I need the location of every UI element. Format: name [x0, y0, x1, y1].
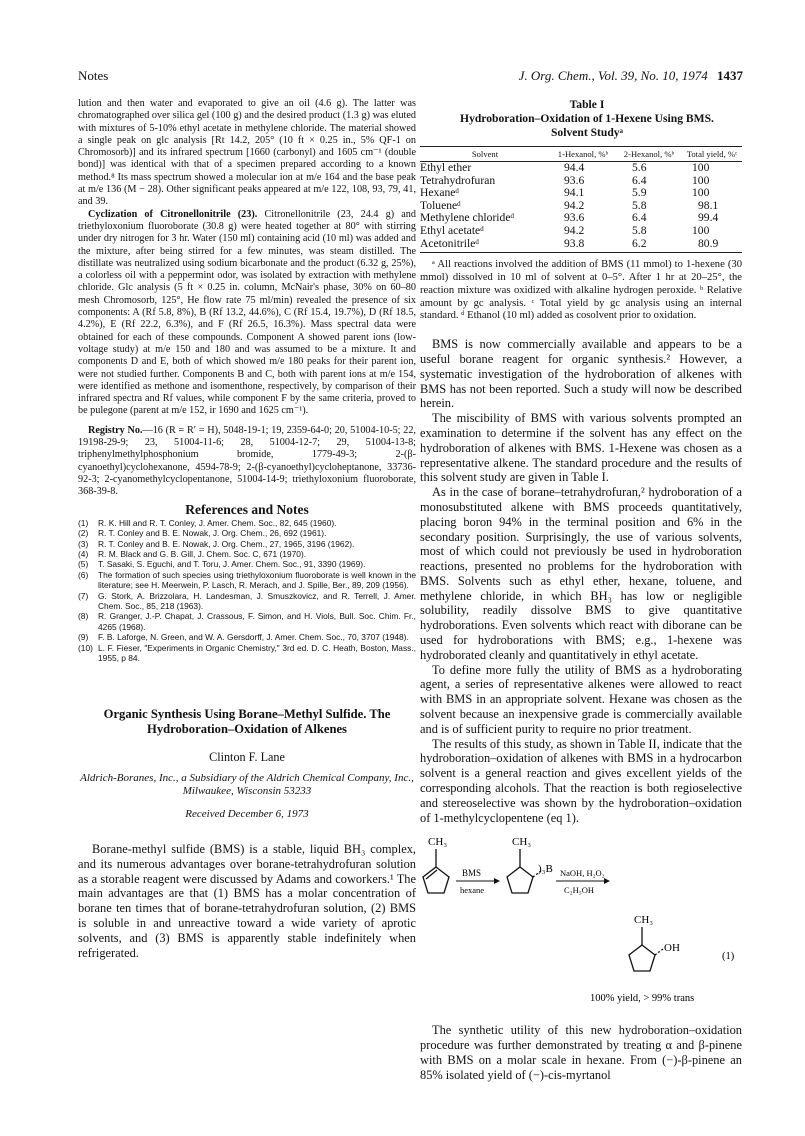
- table-row: [420, 238, 742, 253]
- table-caption-line: Solvent Studyᵃ: [550, 126, 623, 139]
- table-cell: 94.2: [564, 198, 585, 212]
- running-header-section: Notes: [78, 68, 109, 83]
- cyclization-heading: Cyclization of Citronellonitrile (23).: [88, 208, 258, 220]
- reagent-bms: BMS: [462, 868, 482, 879]
- body-paragraph: The results of this study, as shown in Table II, indicate that the hydroboration–oxidation of alkenes with BMS in a hydrocarbon solvent is a general reaction and gives excellent yields of the corresponding alcohols. That the reaction is both regioselective and stereoselective was shown by the hydroboration–oxidation of 1-methylcyclopentene (eq 1).: [420, 736, 742, 825]
- reference-text: L. F. Fieser, "Experiments in Organic Chemistry," 3rd ed. D. C. Heath, Boston, Mass., 1955, p 84.: [98, 642, 416, 664]
- table-cell: 93.6: [564, 173, 585, 187]
- arrowhead-1: [494, 878, 500, 884]
- table-cell: 6.4: [632, 211, 647, 225]
- reference-number: (8): [78, 611, 89, 622]
- table-cell: 100: [692, 223, 710, 237]
- table-cell: 6.4: [632, 173, 647, 187]
- table-cell: Tolueneᵈ: [420, 198, 461, 212]
- reference-text: R. T. Conley and B. E. Nowak, J. Org. Chem., 26, 692 (1961).: [98, 528, 327, 539]
- table-cell: 5.8: [632, 198, 647, 212]
- methyl-label-1: CH₃: [428, 836, 448, 849]
- registry-text: —16 (R = R′ = H), 5048-19-1; 19, 2359-64-0; 20, 51004-10-5; 22, 19198-29-9; 23, 51004-11-6; 28, 51004-12-7; 29, 51004-13-8; triphenylmethylphosphonium bromide, 1779-49-3; 2-(β-cyanoethyl)cyclohexanone, 4594-78-9; 2-(β-cyanoethyl)cycloheptanone, 33736-92-3; 2-cyanomethylcyclopentanone, 51004-14-9; triethyloxonium fluoroborate, 368-39-8.: [78, 424, 416, 498]
- table-cell: 98.1: [698, 198, 719, 212]
- oxidation-reagents: NaOH, H₂O₂: [560, 868, 605, 879]
- table-row: [420, 225, 742, 238]
- reference-item: [78, 570, 416, 591]
- solvent-hexane: hexane: [460, 885, 485, 896]
- table-row: [420, 187, 742, 200]
- journal-citation: J. Org. Chem., Vol. 39, No. 10, 1974: [518, 68, 708, 83]
- references-list: [78, 518, 416, 664]
- reference-item: [78, 539, 416, 549]
- reference-item: [78, 528, 416, 538]
- table-cell: Methylene chlorideᵈ: [420, 211, 515, 225]
- registry-paragraph: [78, 425, 416, 499]
- scheme-caption: 100% yield, > 99% trans: [590, 993, 695, 1005]
- boron-label: )₃B: [538, 863, 553, 876]
- page-number: 1437: [717, 68, 743, 83]
- reference-text: R. M. Black and G. B. Gill, J. Chem. Soc. C, 671 (1970).: [98, 549, 307, 560]
- author-name: Clinton F. Lane: [209, 750, 285, 765]
- table-caption-line: Hydroboration–Oxidation of 1-Hexene Using BMS.: [460, 112, 714, 125]
- reference-number: (1): [78, 517, 89, 528]
- table-cell: 6.2: [616, 238, 682, 253]
- experimental-paragraph: lution and then water and evaporated to give an oil (4.6 g). The latter was chromatographed over silica gel (100 g) and the desired product (1.3 g) was eluted with mixtures of 5-10% ethyl acetate in methylene chloride. The material showed a single peak on glc analysis [Rt 14.2, 205° (10 ft × 0.25 in., 5% QF-1 on Chromosorb)] and its infrared spectrum [1660 (carbonyl) and 1605 cm⁻¹ (double bond)] was identical with that of a specimen prepared according to a known method.⁸ Its mass spectrum showed a molecular ion at m/e 164 and the base peak at m/e 136 (M − 28). Other significant peaks appeared at m/e 122, 108, 93, 79, 41, and 39.: [78, 98, 416, 208]
- methylcyclopentene-structure: [423, 849, 449, 893]
- reference-number: (9): [78, 632, 89, 643]
- table-label: Table I: [569, 98, 605, 111]
- table-cell: 5.9: [632, 186, 647, 200]
- registry-heading: Registry No.: [88, 424, 143, 436]
- main-text: [420, 337, 742, 825]
- reference-number: (6): [78, 569, 89, 580]
- body-paragraph-final: The synthetic utility of this new hydroboration–oxidation procedure was further demonstrated by treating α and β-pinene with BMS on a molar scale in hexane. From (−)-β-pinene an 85% isolated yield of (−)-cis-myrtanol: [420, 1023, 742, 1082]
- reference-number: (4): [78, 549, 89, 560]
- arrowhead-2: [604, 878, 610, 884]
- reference-item: [78, 611, 416, 632]
- table-cell: 100: [692, 161, 710, 174]
- table-cell: 5.8: [632, 223, 647, 237]
- right-column: [420, 98, 742, 1083]
- reference-text: R. Granger, J.-P. Chapat, J. Crassous, F. Simon, and H. Viols, Bull. Soc. Chim. Fr., 4265 (1968).: [98, 611, 416, 632]
- received-date: Received December 6, 1973: [185, 807, 309, 820]
- reference-item: [78, 643, 416, 664]
- reference-text: G. Stork, A. Brizzolara, H. Landesman, J. Smuszkovicz, and R. Terrell, J. Amer. Chem. Soc., 85, 218 (1963).: [98, 590, 416, 612]
- table-cell: 94.2: [564, 223, 585, 237]
- reference-text: The formation of such species using triethyloxonium fluoroborate is well known in the literature; see H. Meerwein, P. Lasch, R. Merach, and J. Spille, Ber., 89, 209 (1956).: [98, 569, 416, 591]
- reference-item: [78, 549, 416, 559]
- reference-item: [78, 518, 416, 528]
- cyclization-paragraph: [78, 209, 416, 418]
- table-cell: Acetonitrileᵈ: [420, 238, 550, 253]
- table-cell: 5.6: [632, 161, 647, 174]
- reference-number: (10): [78, 642, 93, 653]
- column-header: Solvent: [420, 147, 550, 162]
- introduction-paragraph: Borane-methyl sulfide (BMS) is a stable, liquid BH₃ complex, and its numerous advantages over borane-tetrahydrofuran solution as a storable reagent were discussed by Adams and coworkers.¹ The main advantages are that (1) BMS has a molar concentration of borane ten times that of borane-tetrahydrofuran solution, (2) BMS is soluble in and unreactive toward a wide variety of aprotic solvents, and (3) BMS is apparently stable indefinitely when refrigerated.: [78, 842, 416, 960]
- reaction-scheme-drawing: [420, 833, 742, 1009]
- hydroxyl-label: OH: [664, 942, 680, 955]
- running-header-journal: [519, 68, 743, 84]
- table-cell: Ethyl ether: [420, 161, 472, 174]
- table-row: [420, 162, 742, 175]
- body-paragraph: BMS is now commercially available and appears to be a useful borane reagent for organic synthesis.² However, a systematic investigation of the hydroboration of alkenes with BMS has not been reported. Such a study will now be described herein.: [420, 337, 742, 411]
- reference-item: [78, 632, 416, 642]
- reference-number: (5): [78, 559, 89, 570]
- reference-number: (7): [78, 590, 89, 601]
- table-header-row: [420, 147, 742, 162]
- column-header: 2-Hexanol, %ᵇ: [616, 147, 682, 162]
- table-title: [432, 98, 742, 140]
- body-paragraph: To define more fully the utility of BMS as a hydroborating agent, a series of representative alkenes were allowed to react with BMS in an appropriate solvent. Hexane was chosen as the solvent because an inexpensive grade is commercially available and is of sufficient purity to require no prior treatment.: [420, 662, 742, 736]
- table-cell: 99.4: [698, 211, 719, 225]
- body-paragraph: As in the case of borane–tetrahydrofuran,² hydroboration of a monosubstituted alkene with BMS proceeds quantitatively, placing boron 94% in the terminal position and 6% in the secondary position. Surprisingly, the use of various solvents, most of which could not previously be used in hydroboration reactions, presented no problems for the hydroboration with BMS. Solvents such as ethyl ether, hexane, toluene, and methylene chloride, in which BH₃ has low or negligible solubility, readily dissolve BMS to give quantitative hydroborations. Even solvents which react with diborane can be used for hydroborations with BMS; e.g., 1-hexene was hydroborated cleanly and quantitatively in ethyl acetate.: [420, 485, 742, 662]
- table-cell: 100: [692, 173, 710, 187]
- table-cell: 94.4: [564, 161, 585, 174]
- reference-text: R. T. Conley and B. E. Nowak, J. Org. Chem., 27, 1965, 3196 (1962).: [98, 538, 355, 549]
- oxidation-solvent: C₂H₅OH: [564, 885, 595, 896]
- reference-text: R. K. Hill and R. T. Conley, J. Amer. Chem. Soc., 82, 645 (1960).: [98, 517, 337, 528]
- table-cell: 80.9: [682, 238, 742, 253]
- table-cell: 93.8: [550, 238, 616, 253]
- left-column: [78, 98, 416, 960]
- table-cell: Ethyl acetateᵈ: [420, 223, 484, 237]
- table-cell: 94.1: [564, 186, 585, 200]
- reaction-scheme: [420, 833, 742, 1009]
- solvent-study-table: [420, 146, 742, 253]
- methyl-label-2: CH₃: [512, 836, 532, 849]
- methyl-label-3: CH₃: [634, 914, 654, 927]
- reference-text: F. B. Laforge, N. Green, and W. A. Gersdorff, J. Amer. Chem. Soc., 70, 3707 (1948).: [98, 632, 409, 643]
- table-cell: Hexaneᵈ: [420, 186, 460, 200]
- table-footnotes: ᵃ All reactions involved the addition of BMS (11 mmol) to 1-hexene (30 mmol) dissolved in 10 ml of solvent at 0–5°. After 1 hr at 20–25°, the reaction mixture was oxidized with alkaline hydrogen peroxide. ᵇ Relative amount by gc analysis. ᶜ Total yield by gc analysis using an internal standard. ᵈ Ethanol (10 ml) added as cosolvent prior to oxidation.: [420, 259, 742, 322]
- table-cell: Tetrahydrofuran: [420, 173, 496, 187]
- reference-text: T. Sasaki, S. Eguchi, and T. Toru, J. Amer. Chem. Soc., 91, 3390 (1969).: [98, 559, 366, 570]
- article-title: Organic Synthesis Using Borane–Methyl Sulfide. The Hydroboration–Oxidation of Alkenes: [103, 707, 391, 737]
- table-cell: 93.6: [564, 211, 585, 225]
- reference-item: [78, 591, 416, 612]
- trans-2-methylcyclopentanol-structure: [629, 927, 663, 971]
- table-cell: 100: [692, 186, 710, 200]
- author-affiliation: Aldrich-Boranes, Inc., a Subsidiary of the Aldrich Chemical Company, Inc., Milwaukee, Wisconsin 53233: [80, 771, 414, 797]
- reference-number: (3): [78, 538, 89, 549]
- body-paragraph: The miscibility of BMS with various solvents prompted an examination to determine if the solvent has any effect on the hydroboration of alkenes with BMS. 1-Hexene was chosen as a representative alkene. The standard procedure and the results of this solvent study are given in Table I.: [420, 411, 742, 485]
- reference-item: [78, 559, 416, 569]
- column-header: 1-Hexanol, %ᵇ: [550, 147, 616, 162]
- cyclization-text: Citronellonitrile (23, 24.4 g) and triethyloxonium fluoroborate (30.8 g) were heated together at 80° with stirring under dry nitrogen for 3 hr. Water (150 ml) containing acid (10 ml) was added and the mixture, after being stirred for a few minutes, was steam distilled. The distillate was neutralized using sodium bicarbonate and the product (6.32 g, 25%), a colorless oil with a peppermint odor, was isolated by extraction with methylene chloride. Glc analysis (5 ft × 0.25 in. column, McNair's phase, 30% on 60–80 mesh Chromosorb, 125°, He flow rate 75 ml/min) revealed the presence of six components: A (Rf 5.8, 8%), B (Rf 13.2, 44.6%), C (Rf 15.4, 19.7%), D (Rf 18.5, 4.2%), E (Rf 22.2, 6.3%), and F (Rf 26.5, 16.3%). Mass spectral data were obtained for each of these compounds. Component A showed parent ions (low-voltage study) at m/e 150 and 180 and was assumed to be a mixture. It and components D and E, both of which showed m/e 180 peaks for their parent ion, were not studied further. Components B and C, both with parent ions at m/e 154, were identified as methone and isomenthone, respectively, by comparison of their infrared spectra and Rf values, while component F by the same criteria, proved to be pulegone (parent at m/e 152, ir 1690 and 1625 cm⁻¹).: [78, 208, 416, 417]
- equation-number: (1): [722, 951, 735, 963]
- column-header: Total yield, %ᶜ: [682, 147, 742, 162]
- references-title: References and Notes: [185, 501, 309, 517]
- trialkylborane-structure: [507, 849, 541, 893]
- reference-number: (2): [78, 528, 89, 539]
